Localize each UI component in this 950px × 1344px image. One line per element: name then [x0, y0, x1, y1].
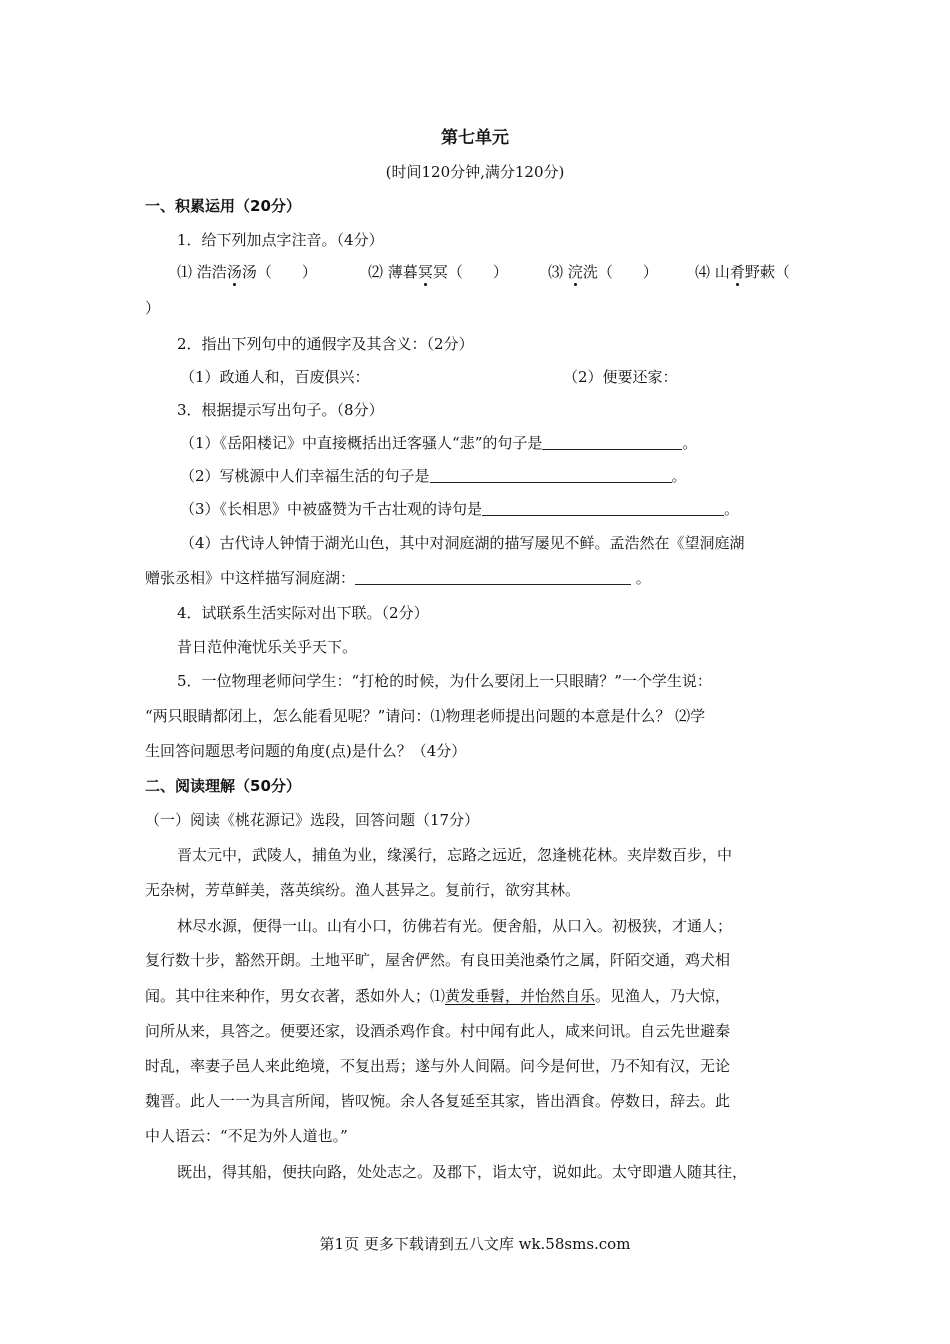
q2-prompt: 2．指出下列句中的通假字及其含义：（2分）: [177, 335, 474, 353]
answer-blank[interactable]: [542, 434, 682, 450]
dotted-char: 汤: [226, 263, 242, 281]
passage-p3-line1: 既出，得其船，便扶向路，处处志之。及郡下，诣太守，说如此。太守即遣人随其往，: [177, 1163, 748, 1181]
passage-p1-line2: 无杂树，芳草鲜美，落英缤纷。渔人甚异之。复前行，欲穷其林。: [145, 881, 581, 899]
q1-item-4: ⑷ 山肴野蔌（: [695, 263, 790, 281]
passage-p2-line7: 中人语云：“不足为外人道也。”: [145, 1127, 348, 1145]
q1-wrap-close: ）: [145, 299, 161, 317]
q3-a: （1）《岳阳楼记》中直接概括出迁客骚人“悲”的句子是 。: [180, 434, 698, 452]
passage-p2-line6: 魏晋。此人一一为具言所闻，皆叹惋。余人各复延至其家，皆出酒食。停数日，辞去。此: [145, 1092, 731, 1110]
dotted-char: 肴: [729, 263, 745, 281]
q3-prompt: 3．根据提示写出句子。（8分）: [177, 401, 384, 419]
q5-line3: 生回答问题思考问题的角度(点)是什么？（4分）: [145, 742, 467, 760]
q4-line: 昔日范仲淹忧乐关乎天下。: [177, 638, 358, 656]
q5-line1: 5．一位物理老师问学生：“打枪的时候，为什么要闭上一只眼睛？”一个学生说：: [177, 672, 712, 690]
section1-heading: 一、积累运用（20分）: [145, 197, 301, 215]
passage-p2-line4: 问所从来，具答之。便要还家，设酒杀鸡作食。村中闻有此人，咸来问讯。自云先世避秦: [145, 1022, 731, 1040]
page-footer: 第1页 更多下载请到五八文库 wk.58sms.com: [319, 1235, 631, 1253]
q4-prompt: 4．试联系生活实际对出下联。（2分）: [177, 604, 429, 622]
answer-blank[interactable]: [355, 569, 631, 585]
passage-p2-line2: 复行数十步，豁然开朗。土地平旷，屋舍俨然。有良田美池桑竹之属，阡陌交通，鸡犬相: [145, 951, 731, 969]
q1-prompt: 1．给下列加点字注音。（4分）: [177, 231, 384, 249]
passage-p2-line3: 闻。其中往来种作，男女衣著，悉如外人；⑴黄发垂髫，并怡然自乐。见渔人，乃大惊，: [145, 987, 731, 1005]
q1-item-1: ⑴ 浩浩汤汤（ ）: [177, 263, 317, 281]
q1-item-3: ⑶ 浣洗（ ）: [548, 263, 658, 281]
dotted-char: 浣: [567, 263, 583, 281]
passage-p2-line5: 时乱，率妻子邑人来此绝境，不复出焉；遂与外人间隔。问今是何世，乃不知有汉，无论: [145, 1057, 731, 1075]
answer-blank[interactable]: [430, 467, 672, 483]
part1-heading: （一）阅读《桃花源记》选段，回答问题（17分）: [145, 811, 480, 829]
page-title: 第七单元: [441, 128, 509, 148]
q3-d-line2: 赠张丞相》中这样描写洞庭湖： 。: [145, 569, 651, 587]
q1-pinyin-row: [0, 262, 950, 284]
dotted-char: 冥: [417, 263, 433, 281]
q3-c: （3）《长相思》中被盛赞为千古壮观的诗句是 。: [180, 500, 740, 518]
answer-blank[interactable]: [482, 500, 724, 516]
q1-item-2: ⑵ 薄暮冥冥（ ）: [368, 263, 508, 281]
q5-line2: “两只眼睛都闭上，怎么能看见呢？”请问：⑴物理老师提出问题的本意是什么？ ⑵学: [145, 707, 706, 725]
section2-heading: 二、阅读理解（50分）: [145, 777, 301, 795]
q3-d-line1: （4）古代诗人钟情于湖光山色，其中对洞庭湖的描写屡见不鲜。孟浩然在《望洞庭湖: [180, 534, 745, 552]
passage-p1-line1: 晋太元中，武陵人，捕鱼为业，缘溪行，忘路之远近，忽逢桃花林。夹岸数百步，中: [177, 846, 733, 864]
q3-b: （2）写桃源中人们幸福生活的句子是 。: [180, 467, 687, 485]
q2-a: （1）政通人和，百废俱兴：: [180, 368, 370, 386]
q2-b: （2）便要还家：: [563, 368, 678, 386]
underlined-phrase: 黄发垂髫，并怡然自乐: [445, 987, 596, 1005]
page-subtitle: (时间120分钟,满分120分): [385, 163, 565, 181]
passage-p2-line1: 林尽水源，便得一山。山有小口，彷佛若有光。便舍船，从口入。初极狭，才通人；: [177, 917, 733, 935]
